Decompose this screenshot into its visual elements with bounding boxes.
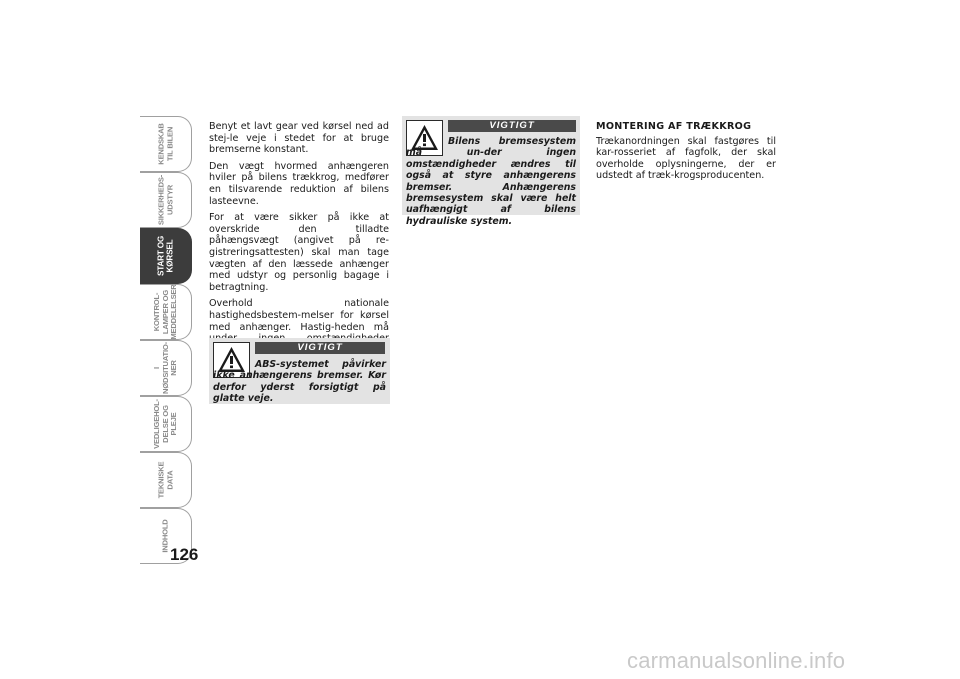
- warning-label: VIGTIGT: [255, 342, 385, 354]
- tab-kontrollamper[interactable]: [140, 284, 192, 340]
- warning-text: Bilens bremsesystem må un-der ingen omstændigheder ændres til også at styre anhængerens bremser. Anhængerens bremsesystem skal være helt uafhængigt af bilens hydrauliske system.: [406, 136, 576, 227]
- paragraph: Overhold nationale hastighedsbestem-melser for kørsel med anhænger. Hastig-heden må: [209, 298, 389, 333]
- tab-vedligeholdelse[interactable]: [140, 396, 192, 452]
- tab-label: SIKKERHEDS- UDSTYR: [155, 174, 174, 226]
- tab-tekniske-data[interactable]: [140, 452, 192, 508]
- tab-kendskab-til-bilen[interactable]: [140, 116, 192, 172]
- tab-label: TEKNISKE DATA: [155, 461, 174, 499]
- section-heading: MONTERING AF TRÆKKROG: [596, 121, 752, 132]
- paragraph: For at være sikker på ikke at overskride den tilladte påhængsvægt (angivet på re-gistreringsattesten) skal man tage vægten af den læssede anhænger med udstyr og personlig bagage i betragtning.: [209, 212, 389, 293]
- tab-sikkerhedsudstyr[interactable]: [140, 172, 192, 228]
- warning-box-brakes: [402, 116, 580, 227]
- tab-label: KONTROL- LAMPER OG MEDDELELSER: [151, 284, 178, 340]
- paragraph: Den vægt hvormed anhængeren hviler på bilens trækkrog, medfører en tilsvarende reduktion af bilens lasteevne.: [209, 160, 389, 207]
- warning-text: ABS-systemet påvirker ikke anhængerens bremser. Kør derfor yderst forsigtigt på glatte veje.: [213, 359, 386, 405]
- warning-box-abs: [209, 338, 390, 404]
- tab-label: INDHOLD: [160, 519, 170, 553]
- tab-nodsituationer[interactable]: [140, 340, 192, 396]
- paragraph: Trækanordningen skal fastgøres til kar-rosseriet af fagfolk, der skal overholde oplysningerne, der er udstedt af træk-krogsproducenten.: [596, 135, 776, 182]
- tab-start-og-korsel[interactable]: [140, 228, 192, 284]
- tab-label: START OG KØRSEL: [155, 235, 174, 277]
- tab-label: KENDSKAB TIL BILEN: [155, 123, 174, 165]
- body-column-1: [209, 121, 389, 361]
- body-column-3: [596, 121, 776, 187]
- tab-label: VEDLIGEHOL- DELSE OG PLEJE: [151, 399, 178, 449]
- warning-label: VIGTIGT: [448, 120, 576, 132]
- watermark: carmanualsonline.info: [627, 648, 846, 673]
- tab-label: I NØDSITUATIO- NER: [151, 342, 178, 394]
- paragraph: Benyt et lavt gear ved kørsel ned ad stej-le veje i stedet for at bruge bremserne konstant.: [209, 121, 389, 156]
- page-number: 126: [170, 545, 199, 564]
